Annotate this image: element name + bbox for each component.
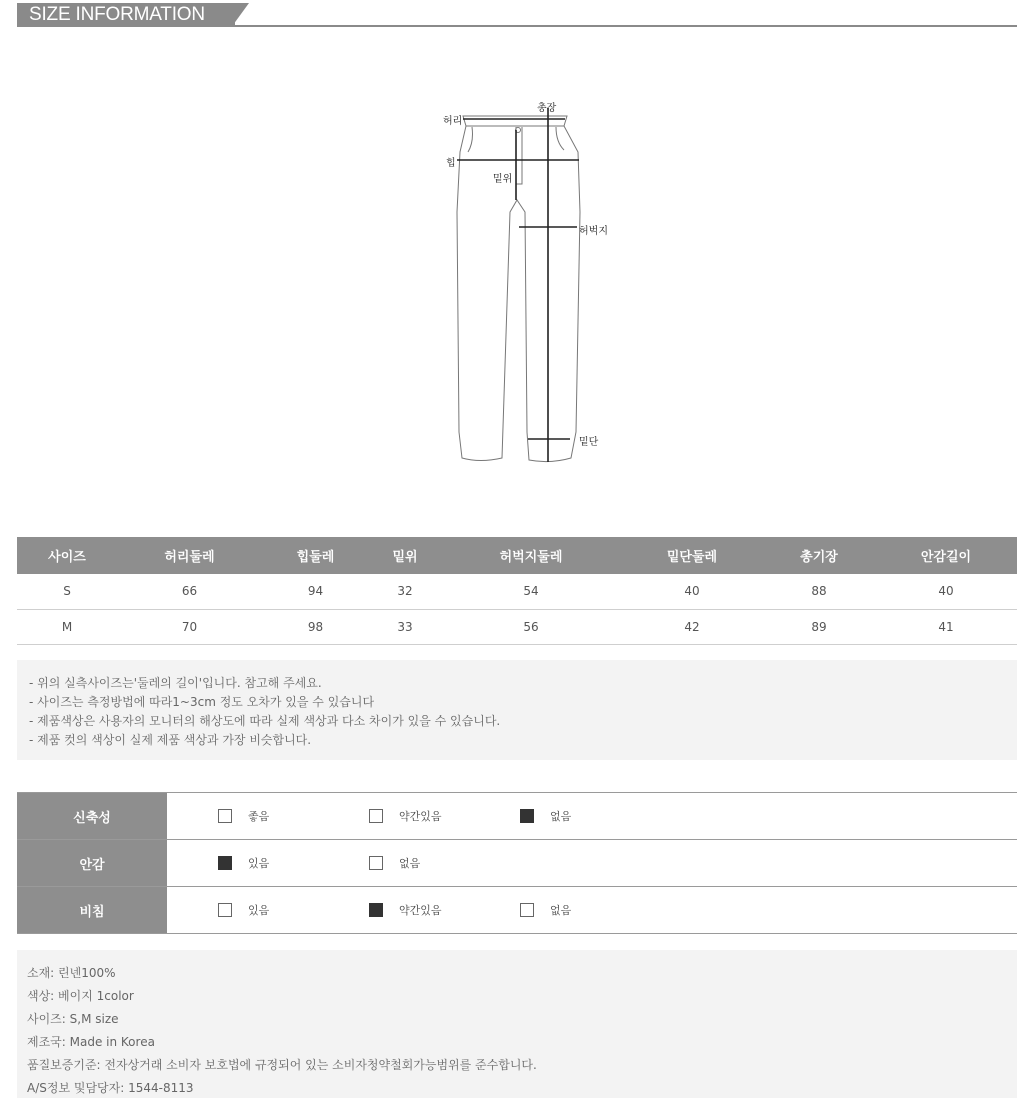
pants-outline-icon [430, 92, 630, 472]
info-material: 소재: 린넨100% [27, 966, 116, 980]
col-header-length: 총기장 [763, 537, 875, 574]
attr-label-sheerness: 비침 [17, 887, 167, 933]
sheer-option-none [520, 903, 571, 917]
attr-row-lining [17, 840, 1017, 887]
product-info [17, 950, 1017, 1098]
table-cell: 94 [262, 574, 369, 609]
label-length: 총장 [537, 103, 557, 114]
table-cell: 32 [369, 574, 441, 609]
checkbox-unchecked-icon [218, 809, 232, 823]
table-cell: 70 [117, 609, 262, 644]
option-label: 있음 [248, 904, 270, 917]
table-cell: 33 [369, 609, 441, 644]
section-title: SIZE INFORMATION [29, 4, 205, 25]
checkbox-unchecked-icon [369, 809, 383, 823]
checkbox-checked-icon [520, 809, 534, 823]
label-rise: 밑위 [493, 174, 513, 185]
checkbox-checked-icon [369, 903, 383, 917]
table-cell: 40 [621, 574, 763, 609]
table-cell: 66 [117, 574, 262, 609]
info-size: 사이즈: S,M size [27, 1012, 119, 1026]
checkbox-unchecked-icon [218, 903, 232, 917]
size-table-header-row [17, 537, 1017, 574]
option-label: 없음 [550, 904, 572, 917]
stretch-option-none [520, 809, 571, 823]
note-line: - 위의 실측사이즈는'둘레의 길이'입니다. 참고해 주세요. [29, 676, 322, 690]
note-line: - 사이즈는 측정방법에 따라1~3cm 정도 오차가 있을 수 있습니다 [29, 695, 375, 709]
table-cell: 98 [262, 609, 369, 644]
size-notes [17, 660, 1017, 760]
col-header-lining-length: 안감길이 [875, 537, 1017, 574]
sheer-option-yes [218, 903, 269, 917]
attr-label-lining: 안감 [17, 840, 167, 886]
table-cell: 41 [875, 609, 1017, 644]
label-waist: 허리 [443, 116, 463, 127]
option-label: 있음 [248, 857, 270, 870]
option-label: 좋음 [248, 810, 270, 823]
info-color: 색상: 베이지 1color [27, 989, 134, 1003]
info-as-contact: A/S정보 및담당자: 1544-8113 [27, 1081, 194, 1095]
size-table [17, 537, 1017, 645]
attr-row-stretch [17, 793, 1017, 840]
label-thigh: 허벅지 [579, 226, 608, 237]
table-cell: M [17, 609, 117, 644]
lining-option-yes [218, 856, 269, 870]
checkbox-unchecked-icon [520, 903, 534, 917]
col-header-thigh: 허벅지둘레 [441, 537, 621, 574]
pants-size-diagram [430, 92, 630, 472]
table-cell: 40 [875, 574, 1017, 609]
col-header-size: 사이즈 [17, 537, 117, 574]
label-hip: 힙 [446, 158, 456, 169]
fabric-attributes-table [17, 792, 1017, 934]
sheer-option-slight [369, 903, 442, 917]
checkbox-checked-icon [218, 856, 232, 870]
col-header-waist: 허리둘레 [117, 537, 262, 574]
stretch-option-slight [369, 809, 442, 823]
option-label: 없음 [399, 857, 421, 870]
table-row [17, 574, 1017, 609]
label-hem: 밑단 [579, 437, 599, 448]
header-underline [17, 25, 1017, 27]
option-label: 약간있음 [399, 810, 442, 823]
col-header-hip: 힙둘레 [262, 537, 369, 574]
option-label: 없음 [550, 810, 572, 823]
section-header [17, 3, 1017, 27]
info-origin: 제조국: Made in Korea [27, 1035, 155, 1049]
table-cell: 56 [441, 609, 621, 644]
lining-option-no [369, 856, 420, 870]
table-cell: 42 [621, 609, 763, 644]
col-header-hem: 밑단둘레 [621, 537, 763, 574]
header-tab-slant [233, 3, 249, 25]
stretch-option-good [218, 809, 269, 823]
table-row [17, 609, 1017, 644]
attr-label-stretch: 신축성 [17, 793, 167, 839]
checkbox-unchecked-icon [369, 856, 383, 870]
table-cell: 88 [763, 574, 875, 609]
info-warranty: 품질보증기준: 전자상거래 소비자 보호법에 규정되어 있는 소비자청약철회가능범위를 준수합니다. [27, 1058, 537, 1072]
note-line: - 제품색상은 사용자의 모니터의 해상도에 따라 실제 색상과 다소 차이가 있을 수 있습니다. [29, 714, 501, 728]
table-cell: S [17, 574, 117, 609]
table-cell: 89 [763, 609, 875, 644]
col-header-rise: 밑위 [369, 537, 441, 574]
option-label: 약간있음 [399, 904, 442, 917]
table-cell: 54 [441, 574, 621, 609]
attr-row-sheerness [17, 887, 1017, 934]
note-line: - 제품 컷의 색상이 실제 제품 색상과 가장 비슷합니다. [29, 733, 312, 747]
